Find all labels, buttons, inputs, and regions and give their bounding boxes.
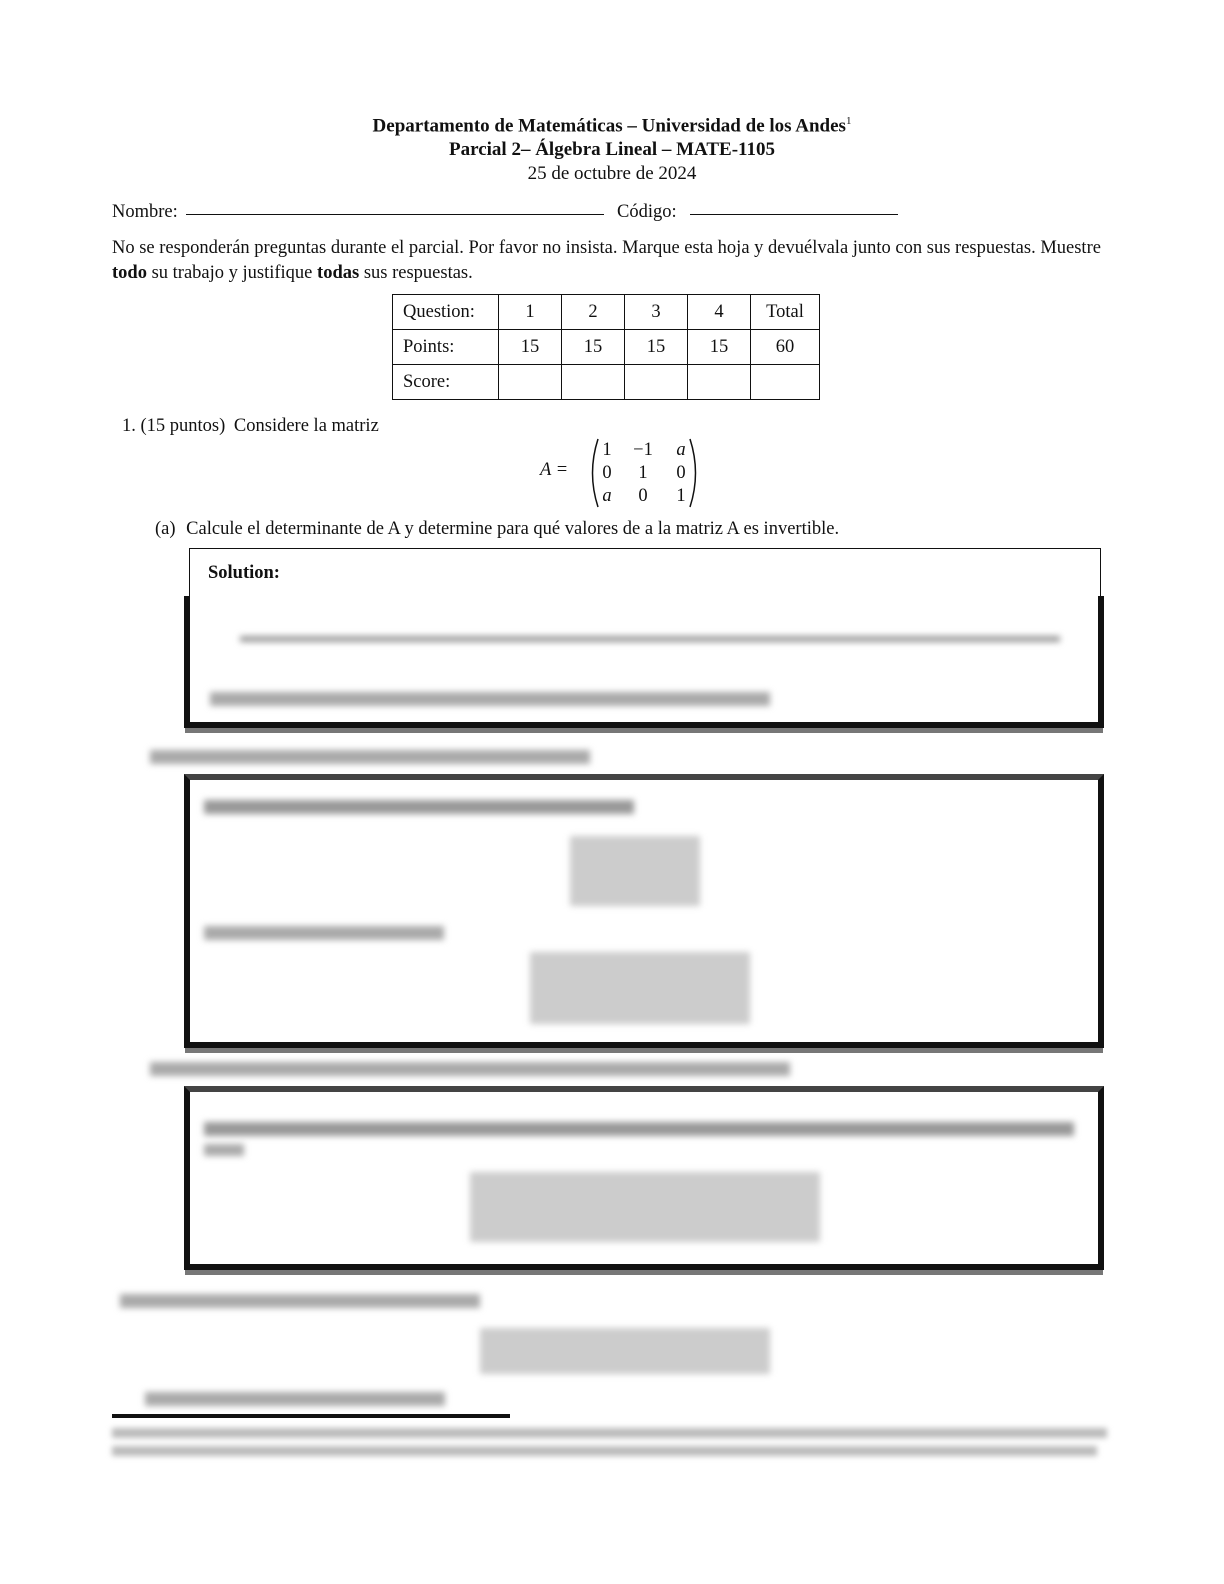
part-a: [155, 517, 839, 542]
blurred-matrix: [570, 836, 700, 906]
table-row: [393, 365, 820, 400]
table-row: [393, 330, 820, 365]
matrix-cell: 1: [602, 440, 612, 460]
instructions-bold-2: todas: [317, 263, 360, 283]
blurred-part-c: [150, 1062, 790, 1076]
instructions-text-1: No se responderán preguntas durante el parcial. Por favor no insista. Marque esta hoja y devuélvala junto con sus respuestas. Muestre: [112, 238, 1101, 258]
table-cell: 15: [562, 330, 625, 365]
question-text: Considere la matriz: [233, 416, 379, 436]
table-cell: 4: [688, 295, 751, 330]
code-field[interactable]: [690, 214, 898, 215]
blurred-matrix: [530, 952, 750, 1024]
matrix-cell: 0: [638, 486, 648, 506]
matrix-lhs: A =: [540, 460, 569, 480]
name-field[interactable]: [186, 214, 604, 215]
matrix-cell: a: [602, 486, 612, 506]
row-label: Score:: [393, 365, 499, 400]
table-cell: 15: [625, 330, 688, 365]
blurred-footnote: [112, 1428, 1107, 1438]
instructions-text-2: su trabajo y justifique: [146, 263, 318, 283]
score-cell[interactable]: [751, 365, 820, 400]
exam-date: 25 de octubre de 2024: [527, 163, 697, 184]
name-label: Nombre:: [112, 202, 178, 222]
blurred-text: [210, 692, 770, 706]
table-cell: 2: [562, 295, 625, 330]
table-cell: 60: [751, 330, 820, 365]
score-cell[interactable]: [499, 365, 562, 400]
matrix-cell: a: [676, 440, 686, 460]
matrix-a: [540, 436, 710, 510]
blurred-part-b: [150, 750, 590, 764]
blurred-text: [204, 800, 634, 814]
department-line: [0, 115, 1224, 137]
blurred-question-2: [120, 1294, 480, 1308]
blurred-footnote: [112, 1446, 1097, 1456]
instructions-text-3: sus respuestas.: [359, 263, 473, 283]
score-table: [392, 294, 820, 400]
question-points: (15 puntos): [140, 416, 226, 436]
solution-box-header: [189, 548, 1101, 597]
question-number: 1.: [122, 416, 136, 436]
blurred-formula: [470, 1172, 820, 1242]
table-row: [393, 295, 820, 330]
matrix-cell: 1: [676, 486, 686, 506]
row-label: Points:: [393, 330, 499, 365]
blurred-text: [204, 926, 444, 940]
solution-box-c: [184, 1086, 1104, 1270]
blurred-text: [204, 1144, 244, 1156]
solution-label: Solution:: [208, 563, 280, 583]
table-cell: Total: [751, 295, 820, 330]
score-cell[interactable]: [688, 365, 751, 400]
department-text: Departamento de Matemáticas – Universidad de los Andes: [372, 115, 846, 137]
instructions: [112, 236, 1112, 286]
part-a-text: Calcule el determinante de A y determine para qué valores de a la matriz A es invertible.: [186, 519, 840, 539]
solution-box-a-body: [184, 596, 1104, 728]
exam-title: Parcial 2– Álgebra Lineal – MATE-1105: [449, 139, 775, 160]
table-cell: 15: [499, 330, 562, 365]
blurred-text: [204, 1122, 1074, 1136]
table-cell: 3: [625, 295, 688, 330]
blurred-formula: [480, 1328, 770, 1374]
score-cell[interactable]: [625, 365, 688, 400]
instructions-bold-1: todo: [112, 263, 147, 283]
row-label: Question:: [393, 295, 499, 330]
matrix-cell: −1: [633, 440, 653, 460]
footnote-rule: [112, 1414, 510, 1418]
question-1-heading: [122, 414, 379, 439]
matrix-cell: 0: [602, 463, 612, 483]
footnote-marker: 1: [845, 115, 852, 127]
code-label: Código:: [617, 202, 677, 222]
table-cell: 1: [499, 295, 562, 330]
blurred-formula: [240, 616, 1060, 664]
blurred-text: [145, 1392, 445, 1406]
table-cell: 15: [688, 330, 751, 365]
matrix-cell: 0: [676, 463, 686, 483]
part-a-label: (a): [155, 519, 176, 539]
solution-box-b: [184, 774, 1104, 1048]
matrix-cell: 1: [638, 463, 648, 483]
score-cell[interactable]: [562, 365, 625, 400]
